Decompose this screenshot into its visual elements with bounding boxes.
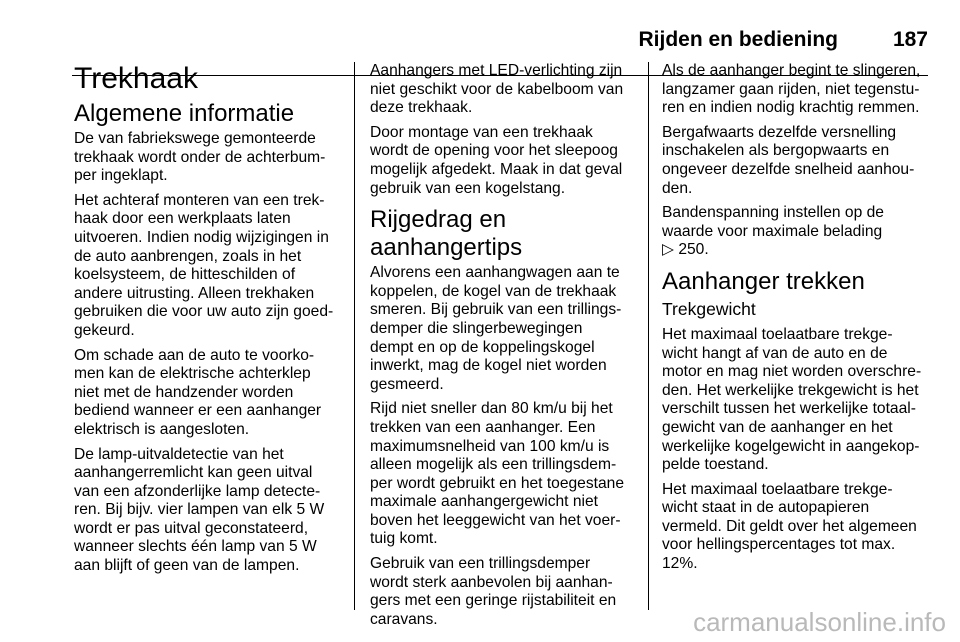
page-header [72, 28, 928, 52]
paragraph: Door montage van een trekhaak wordt de opening voor het sleepoog mogelijk afgedekt. Maak in dat geval gebruik van een kogelstang. [370, 123, 623, 197]
paragraph: Het achteraf monteren van een trek- haak door een werkplaats laten uitvoeren. Indien nodig wijzigingen in de auto aanbrengen, zoals in het koelsysteem, de hitteschilden of andere uitrusting. Alleen trekhaken gebruiken die voor uw auto zijn goed- gekeurd. [74, 191, 334, 339]
watermark: carmanualsonline.info [693, 607, 946, 637]
subheading-algemene-informatie: Algemene informatie [74, 100, 295, 127]
paragraph: Het maximaal toelaatbare trekge- wicht hangt af van de auto en de motor en mag niet worden overschre- den. Het werkelijke trekgewicht is het verschilt tussen het werkelijke totaal- gewicht van de aanhanger en het werkelijke kogelgewicht in aangekop- pelde toestand. [662, 325, 922, 474]
column-2 [370, 62, 638, 635]
paragraph: Alvorens een aanhangwagen aan te koppelen, de kogel van de trekhaak smeren. Bij gebruik van een trillings- demper die slingerbewegingen dempt en op de koppelingskogel inwerkt, mag de kogel niet worden gesmeerd. [370, 264, 622, 393]
paragraph: Rijd niet sneller dan 80 km/u bij het trekken van een aanhanger. Een maximumsnelheid van 100 km/u is alleen mogelijk als een trillingsdem- per wordt gebruikt en het toegestane maximale aanhangergewicht niet boven het leeggewicht van het voer- tuig komt. [370, 400, 624, 548]
paragraph: Aanhangers met LED-verlichting zijn niet geschikt voor de kabelboom van deze trekhaak. [370, 62, 624, 117]
section-heading-rijgedrag: Rijgedrag en aanhangertips [370, 206, 523, 262]
column-3 [662, 62, 932, 580]
paragraph: De lamp-uitvaldetectie van het aanhangerremlicht kan geen uitval van een afzonderlijke lamp detecte- ren. Bij bijv. vier lampen van elk 5 W wordt er pas uitval geconstateerd, wanneer slechts één lamp van 5 W aan blijft of geen van de lampen. [74, 445, 325, 575]
paragraph: Om schade aan de auto te voorko- men kan de elektrische achterklep niet met de handzender worden bediend wanneer er een aanhanger elektrisch is aangesloten. [74, 346, 322, 438]
paragraph: Als de aanhanger begint te slingeren, langzamer gaan rijden, niet tegenstu- ren en indien nodig krachtig remmen. [662, 62, 921, 117]
column-divider-2 [648, 62, 649, 610]
paragraph: Gebruik van een trillingsdemper wordt sterk aanbevolen bij aanhan- gers met een geringe rijstabiliteit en caravans. [370, 555, 617, 628]
subheading-trekgewicht: Trekgewicht [662, 298, 756, 319]
paragraph: Het maximaal toelaatbare trekge- wicht staat in de autopapieren vermeld. Dit geldt over het algemeen voor hellingspercentages tot max. 12%. [662, 480, 917, 573]
section-heading-aanhanger-trekken: Aanhanger trekken [662, 267, 865, 295]
header-title: Rijden en bediening [638, 28, 838, 51]
paragraph: Bergafwaarts dezelfde versnelling inschakelen als bergopwaarts en ongeveer dezelfde snelheid aanhou- den. [662, 123, 915, 197]
paragraph-with-page-reference: Bandenspanning instellen op de waarde voor maximale belading ▷ 250. [662, 204, 884, 259]
page-number: 187 [892, 28, 928, 51]
column-divider-1 [354, 62, 355, 610]
paragraph: De van fabriekswege gemonteerde trekhaak wordt onder de achterbum- per ingeklapt. [74, 130, 326, 185]
section-heading-trekhaak: Trekhaak [74, 62, 198, 95]
column-1 [74, 62, 344, 582]
